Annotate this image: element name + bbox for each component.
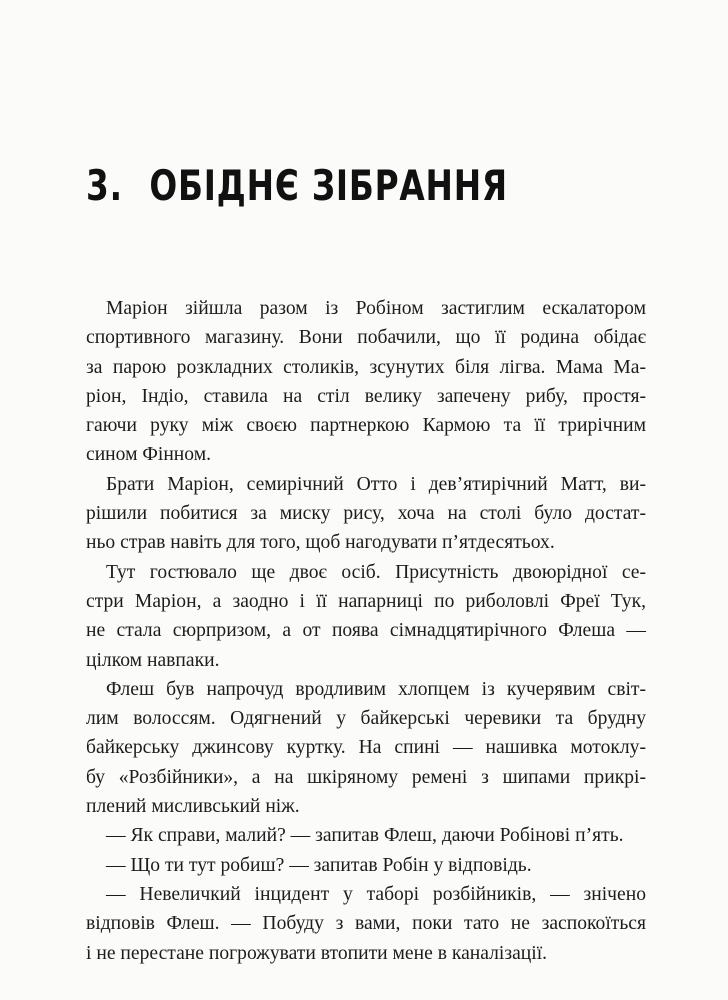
text-line: плений мисливський ніж. (86, 796, 300, 818)
text-line: Маріон зійшла разом із Робіном застиглим ескалатором (106, 298, 646, 319)
text-line: Брати Маріон, семирічний Отто і дев’ятирічний Матт, ви- (106, 473, 646, 495)
chapter-number: 3. (86, 161, 123, 210)
text-line: за парою розкладних столиків, зсунутих біля лігва. Мама Ма- (86, 356, 646, 378)
dialogue-line: — Як справи, малий? — запитав Флеш, даючи Робінові п’ять. (106, 825, 624, 847)
text-line: бу «Розбійники», а на шкіряному ремені з шипами прикрі- (86, 766, 646, 788)
chapter-body (86, 294, 646, 968)
text-line: рішили побитися за миску рису, хоча на столі було достат- (86, 503, 646, 525)
text-line: Флеш був напрочуд вродливим хлопцем із кучерявим світ- (106, 678, 646, 700)
text-line: Тут гостювало ще двоє осіб. Присутність двоюрідної се- (106, 561, 646, 583)
dialogue-line: — Невеличкий інцидент у таборі розбійників, — знічено (106, 883, 646, 905)
text-line: не стала сюрпризом, а от поява сімнадцятирічного Флеша — (86, 620, 646, 642)
chapter-title (86, 160, 508, 212)
dialogue-line: — Що ти тут робиш? — запитав Робін у відповідь. (106, 854, 532, 876)
text-line: стри Маріон, а заодно і її напарниці по риболовлі Фреї Тук, (86, 590, 646, 612)
text-line: гаючи руку між своєю партнеркою Кармою та її трирічним (86, 415, 646, 437)
text-line: спортивного магазину. Вони побачили, що її родина обідає (86, 327, 646, 349)
text-line: і не перестане погрожувати втопити мене в каналізації. (86, 942, 548, 964)
chapter-heading: ОБІДНЄ ЗІБРАННЯ (149, 161, 508, 210)
text-line: лим волоссям. Одягнений у байкерські черевики та брудну (86, 708, 646, 730)
text-line: відповів Флеш. — Побуду з вами, поки тато не заспокоїться (86, 913, 646, 935)
text-line: байкерську джинсову куртку. На спині — нашивка мотоклу- (86, 737, 646, 759)
text-line: сином Фінном. (86, 444, 212, 466)
text-line: ріон, Індіо, ставила на стіл велику запечену рибу, простя- (86, 385, 646, 407)
text-line: цілком навпаки. (86, 649, 220, 671)
text-line: ньо страв навіть для того, щоб нагодувати п’ятдесятьох. (86, 532, 555, 554)
